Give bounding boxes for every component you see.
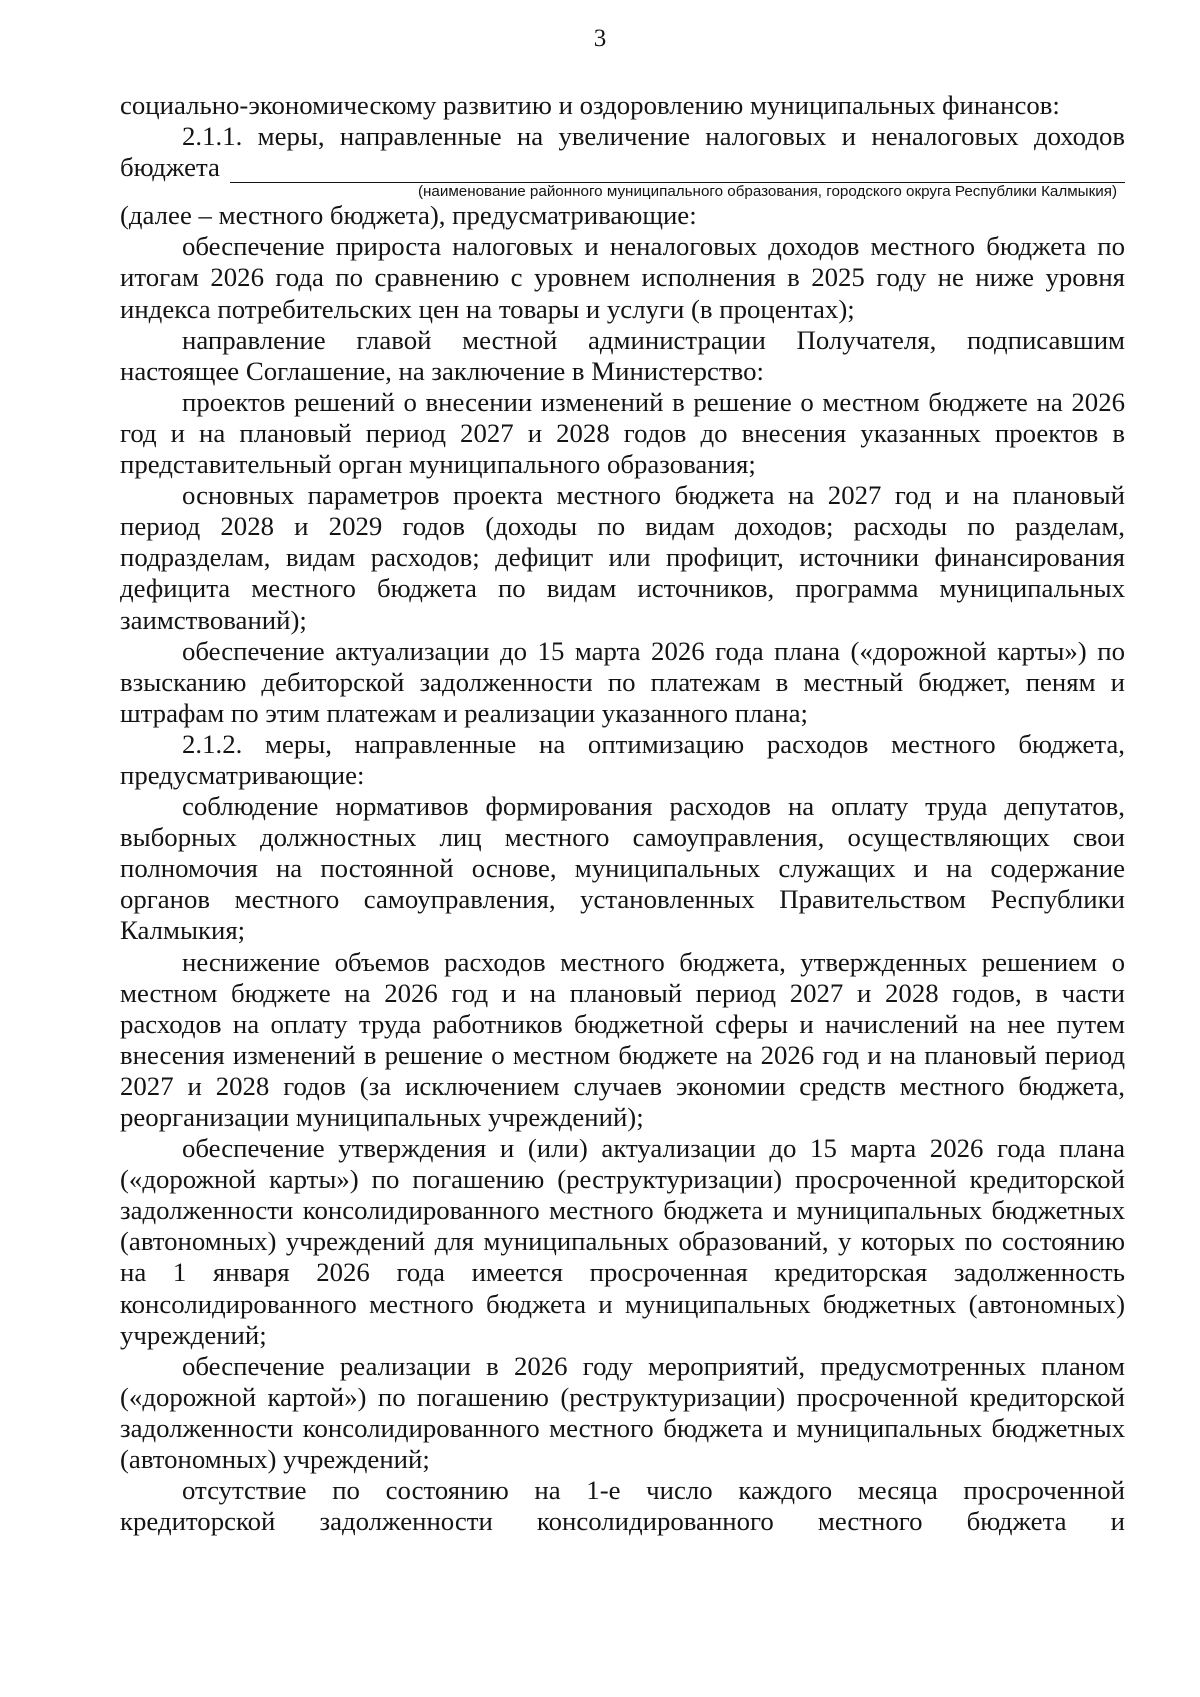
blank-caption: (наименование районного муниципального образования, городского округа Республики Калмыкия) (417, 183, 1117, 201)
paragraph-growth: обеспечение прироста налоговых и неналоговых доходов местного бюджета по итогам 2026 года по сравнению с уровнем исполнения в 2025 году не ниже уровня индекса потребительских цен на товары и услуги (в процентах); (120, 231, 1125, 324)
paragraph-absence: отсутствие по состоянию на 1-е число каждого месяца просроченной кредиторской задолженности консолидированного местного бюджета и (120, 1475, 1125, 1537)
paragraph-direction: направление главой местной администрации Получателя, подписавшим настоящее Соглашение, на заключение в Министерство: (120, 324, 1125, 386)
paragraph-intro: социально-экономическому развитию и оздоровлению муниципальных финансов: (120, 90, 1060, 120)
blank-prefix: бюджета (120, 152, 220, 183)
paragraph-drafts: проектов решений о внесении изменений в решение о местном бюджете на 2026 год и на плановый период 2027 и 2028 годов до внесения указанных проектов в представительный орган муниципального образования; (120, 386, 1125, 480)
paragraph-roadmap-receivables: обеспечение актуализации до 15 марта 2026 года плана («дорожной карты») по взысканию дебиторской задолженности по платежам в местный бюджет, пеням и штрафам по этим платежам и реализации указанного плана; (120, 635, 1125, 728)
paragraph-no-reduction: неснижение объемов расходов местного бюджета, утвержденных решением о местном бюджете на 2026 год и на плановый период 2027 и 2028 годов, в части расходов на оплату труда работников бюджетной сферы и начислений на нее путем внесения изменений в решение о местном бюджете на 2026 год и на плановый период 2027 и 2028 годов (за исключением случаев экономии средств местного бюджета, реорганизации муниципальных учреждений); (120, 946, 1125, 1132)
paragraph-implementation: обеспечение реализации в 2026 году мероприятий, предусмотренных планом («дорожной картой») по погашению (реструктуризации) просроченной кредиторской задолженности консолидированного местного бюджета и муниципальных бюджетных (автономных) учреждений; (120, 1350, 1125, 1475)
paragraph-params: основных параметров проекта местного бюджета на 2027 год и на плановый период 2028 и 2029 годов (доходы по видам доходов; расходы по разделам, подразделам, видам расходов; дефицит или профицит, источники финансирования дефицита местного бюджета по видам источников, программа муниципальных заимствований); (120, 480, 1125, 635)
budget-name-blank (230, 160, 1125, 183)
paragraph-2-1-1: 2.1.1. меры, направленные на увеличение налоговых и неналоговых доходов (182, 121, 1125, 152)
paragraph-norms: соблюдение нормативов формирования расходов на оплату труда депутатов, выборных должностных лиц местного самоуправления, осуществляющих свои полномочия на постоянной основе, муниципальных служащих и на содержание органов местного самоуправления, установленных Правительством Республики Калмыкия; (120, 791, 1125, 946)
paragraph-local-budget: (далее – местного бюджета), предусматривающие: (120, 200, 697, 231)
paragraph-2-1-2: 2.1.2. меры, направленные на оптимизацию расходов местного бюджета, предусматривающие: (120, 728, 1125, 790)
page-number: 3 (593, 25, 607, 52)
budget-name-fill-line (120, 152, 1125, 183)
paragraph-roadmap-overdue: обеспечение утверждения и (или) актуализации до 15 марта 2026 года плана («дорожной карты») по погашению (реструктуризации) просроченной кредиторской задолженности консолидированного местного бюджета и муниципальных бюджетных (автономных) учреждений для муниципальных образований, у которых по состоянию на 1 января 2026 года имеется просроченная кредиторская задолженность консолидированного местного бюджета и муниципальных бюджетных (автономных) учреждений; (120, 1133, 1125, 1350)
document-body (120, 90, 1125, 1537)
